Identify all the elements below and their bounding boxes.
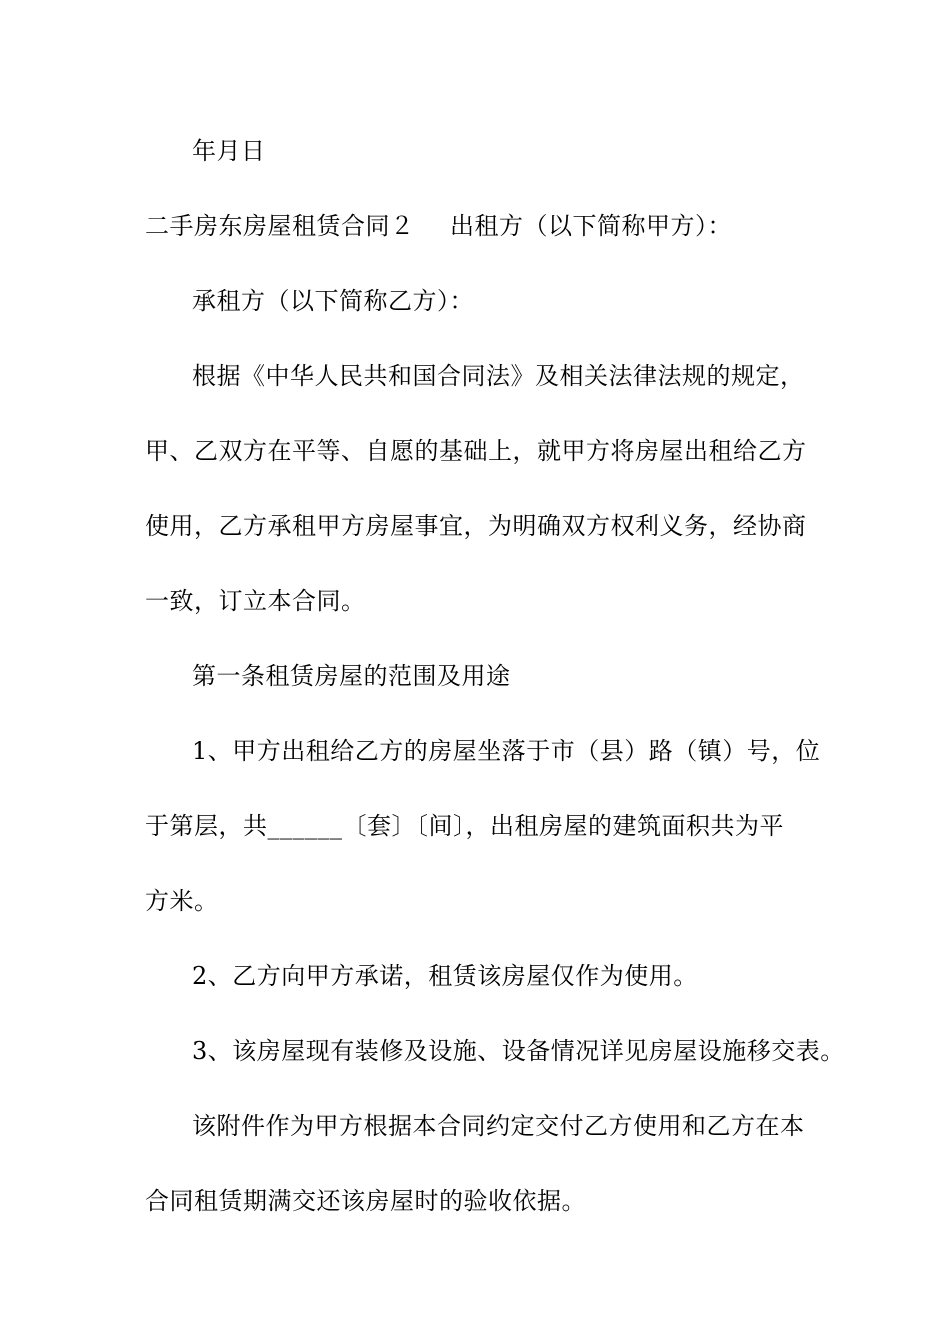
paragraph-line: 方米。 (145, 887, 219, 915)
paragraph-line: 根据《中华人民共和国合同法》及相关法律法规的规定， (192, 362, 805, 390)
paragraph-line: 合同租赁期满交还该房屋时的验收依据。 (145, 1187, 586, 1215)
date-line: 年月日 (192, 137, 266, 165)
contract-title: 二手房东房屋租赁合同２ (145, 212, 415, 240)
paragraph-line: 于第层，共______〔套〕〔间〕，出租房屋的建筑面积共为平 (145, 812, 784, 840)
paragraph-line: 2、乙方向甲方承诺，租赁该房屋仅作为使用。 (192, 962, 698, 990)
paragraph-line: 该附件作为甲方根据本合同约定交付乙方使用和乙方在本 (192, 1112, 805, 1140)
lessor-line: 出租方（以下简称甲方）： (450, 212, 732, 240)
paragraph-line: 3、该房屋现有装修及设施、设备情况详见房屋设施移交表。 (192, 1037, 845, 1065)
paragraph-line: 甲、乙双方在平等、自愿的基础上，就甲方将房屋出租给乙方 (145, 437, 807, 465)
paragraph-line: 一致，订立本合同。 (145, 587, 366, 615)
paragraph-line: 使用，乙方承租甲方房屋事宜，为明确双方权利义务，经协商 (145, 512, 807, 540)
paragraph-line: 1、甲方出租给乙方的房屋坐落于市（县）路（镇）号，位 (192, 737, 821, 765)
lessee-line: 承租方（以下简称乙方）： (192, 287, 474, 315)
article-heading: 第一条租赁房屋的范围及用途 (192, 662, 511, 690)
